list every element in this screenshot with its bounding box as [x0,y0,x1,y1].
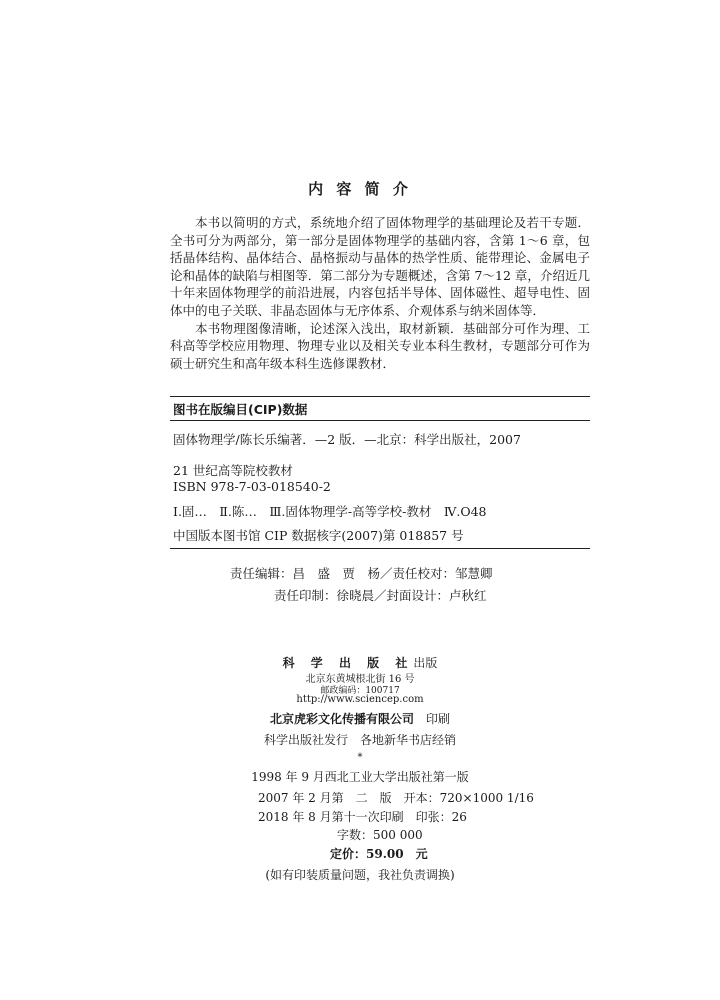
publisher-url: http://www.sciencep.com [296,694,424,705]
cip-classification: Ⅰ.固… Ⅱ.陈… Ⅲ.固体物理学-高等学校-教材 Ⅳ.O48 [173,504,487,519]
staff-production: 责任印制：徐晓晨／封面设计：卢秋红 [274,588,487,603]
publisher-name-suffix: 出版 [413,656,438,670]
cip-isbn: ISBN 978-7-03-018540-2 [173,479,331,494]
cip-verification: 中国版本图书馆 CIP 数据核字(2007)第 018857 号 [173,528,464,543]
cip-title-line: 固体物理学/陈长乐编著．—2 版．—北京：科学出版社，2007 [173,432,521,447]
staff-editors: 责任编辑：昌 盛 贾 杨／责任校对：邹慧卿 [230,566,493,581]
separator-asterisk: * [357,752,363,763]
price: 定价：59.00 元 [330,847,428,861]
summary-body [170,214,590,372]
publisher-postcode: 邮政编码：100717 [320,686,400,696]
second-edition-line: 2007 年 2 月第 二 版 开本：720×1000 1/16 [258,791,534,805]
cip-heading: 图书在版编目(CIP)数据 [173,402,308,417]
publisher-line [0,654,720,671]
publisher-name: 科 学 出 版 社 [282,656,414,670]
printing-line: 2018 年 8 月第十一次印刷 印张：26 [258,810,467,824]
quality-notice: (如有印装质量问题，我社负责调换) [265,868,455,882]
distribution-line: 科学出版社发行 各地新华书店经销 [263,733,456,747]
cip-heading-rule [170,420,590,421]
printer-line [0,710,720,727]
cip-series: 21 世纪高等院校教材 [173,463,293,478]
summary-title: 内 容 简 介 [308,180,412,198]
word-count: 字数：500 000 [337,828,423,842]
summary-paragraph-2: 本书物理图像清晰，论述深入浅出，取材新颖．基础部分可作为理、工科高等学校应用物理、物理专业以及相关专业本科生教材，专题部分可作为硕士研究生和高年级本科生选修课教材． [170,320,590,371]
cip-top-rule [170,396,590,397]
publisher-address: 北京东黄城根北街 16 号 [305,674,415,685]
printer-suffix: 印刷 [426,712,451,726]
cip-bottom-rule [170,548,590,549]
first-edition-line: 1998 年 9 月西北工业大学出版社第一版 [251,770,469,784]
summary-paragraph-1: 本书以简明的方式，系统地介绍了固体物理学的基础理论及若干专题．全书可分为两部分，第一部分是固体物理学的基础内容，含第 1～6 章，包括晶体结构、晶体结合、晶格振动与晶体的热学性质、能带理论、金属电子论和晶体的缺陷与相图等．第二部分为专题概述，含第 7～12 章，介绍近几十年来固体物理学的前沿进展，内容包括半导体、固体磁性、超导电性、固体中的电子关联、非晶态固体与无序体系、介观体系与纳米固体等． [170,215,590,318]
printer-name: 北京虎彩文化传播有限公司 [269,712,414,726]
